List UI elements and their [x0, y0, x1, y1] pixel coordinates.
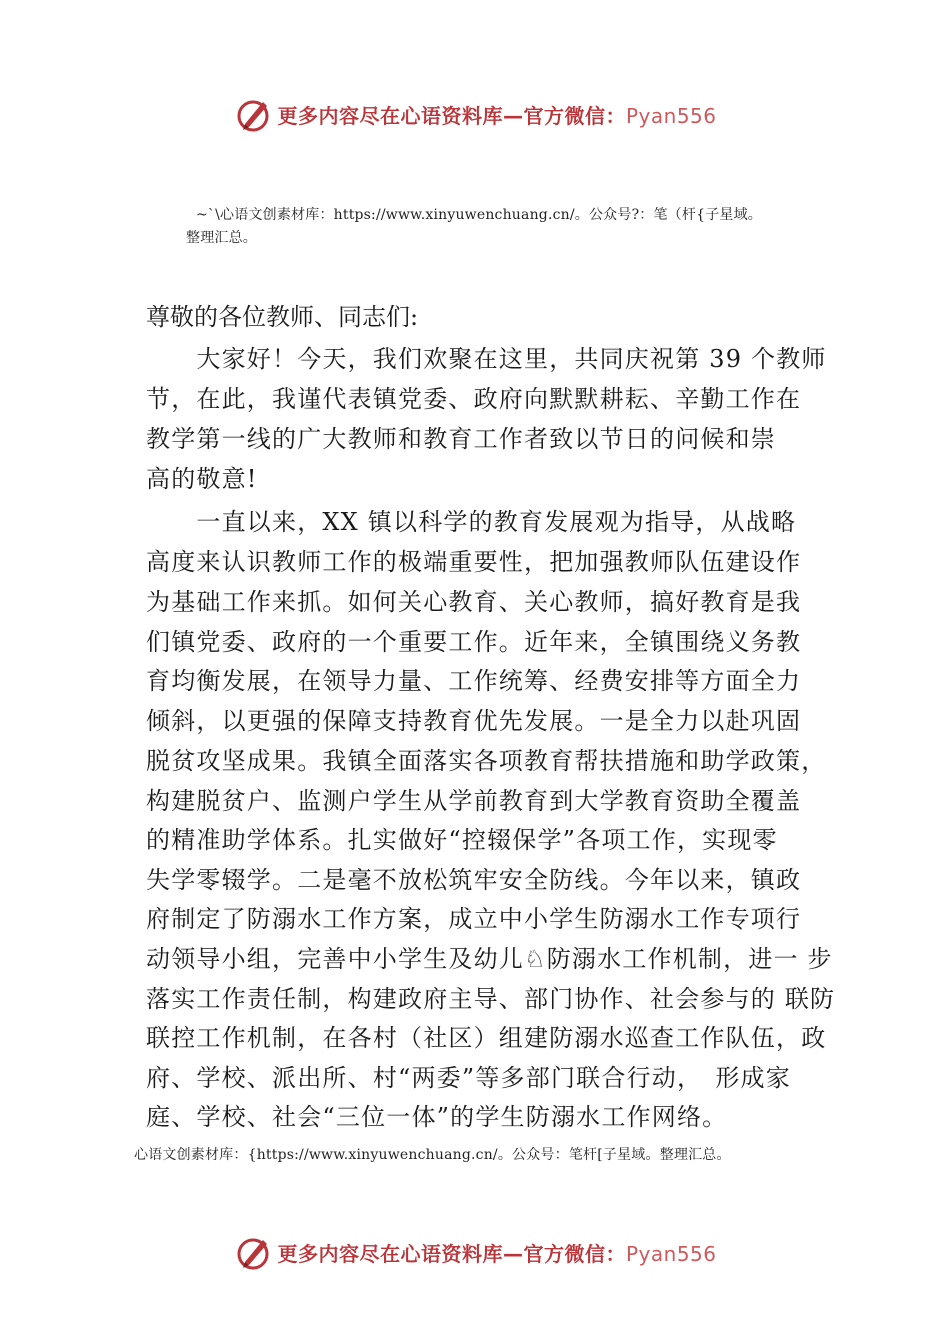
body-line: 府、学校、派出所、村“两委”等多部门联合行动， 形成家: [146, 1064, 791, 1092]
body-line: 失学零辍学。二是毫不放松筑牢安全防线。今年以来，镇政: [146, 866, 802, 894]
body-line: 高的敬意!: [146, 465, 258, 493]
banner-main-text: 更多内容尽在心语资料库—官方微信：: [277, 1241, 626, 1266]
body-line: 高度来认识教师工作的极端重要性，把加强教师队伍建设作: [146, 548, 802, 576]
source-note-top-line1: ~`\心语文创素材库：https://www.xinyuwenchuang.cn/。公众号?：笔（杆{子星域。: [196, 207, 762, 223]
body-line: 府制定了防溺水工作方案，成立中小学生防溺水工作专项行: [146, 905, 802, 933]
pen-logo-icon: [233, 94, 273, 134]
body-line: 们镇党委、政府的一个重要工作。近年来，全镇围绕义务教: [146, 628, 802, 656]
pen-logo-icon: [233, 1232, 273, 1272]
body-line: 脱贫攻坚成果。我镇全面落实各项教育帮扶措施和助学政策，: [146, 747, 827, 775]
body-line: 育均衡发展，在领导力量、工作统筹、经费安排等方面全力: [146, 667, 802, 695]
banner-main-text: 更多内容尽在心语资料库—官方微信：: [277, 103, 626, 128]
body-line: 动领导小组，完善中小学生及幼儿♘防溺水工作机制，进一 步: [146, 945, 833, 973]
footer-banner: [0, 1230, 950, 1274]
source-note-top-line2: 整理汇总。: [186, 230, 257, 246]
banner-text: [277, 1238, 716, 1267]
body-line: 联控工作机制，在各村（社区）组建防溺水巡查工作队伍，政: [146, 1024, 827, 1052]
body-line: 倾斜，以更强的保障支持教育优先发展。一是全力以赴巩固: [146, 707, 802, 735]
banner-wechat-handle: Pyan556: [625, 103, 717, 128]
body-line: 庭、学校、社会“三位一体”的学生防溺水工作网络。: [146, 1103, 728, 1131]
body-line: 节，在此，我谨代表镇党委、政府向默默耕耘、辛勤工作在: [146, 385, 802, 413]
body-line: 构建脱贫户、监测户学生从学前教育到大学教育资助全覆盖: [146, 787, 802, 815]
body-line: 教学第一线的广大教师和教育工作者致以节日的问候和崇: [146, 425, 776, 453]
banner-text: [277, 100, 716, 129]
body-line: 一直以来，XX 镇以科学的教育发展观为指导，从战略: [146, 508, 797, 536]
salutation: 尊敬的各位教师、同志们:: [146, 303, 419, 331]
source-note-bottom: 心语文创素材库：{https://www.xinyuwenchuang.cn/。公众号：笔杆[子星域。整理汇总。: [134, 1147, 731, 1163]
body-line: 为基础工作来抓。如何关心教育、关心教师，搞好教育是我: [146, 588, 802, 616]
header-banner: [0, 92, 950, 136]
body-line: 大家好！今天，我们欢聚在这里，共同庆祝第 39 个教师: [146, 345, 827, 373]
body-line: 的精准助学体系。扎实做好“控辍保学”各项工作，实现零: [146, 826, 778, 854]
banner-wechat-handle: Pyan556: [625, 1241, 717, 1266]
body-line: 落实工作责任制，构建政府主导、部门协作、社会参与的 联防: [146, 985, 836, 1013]
